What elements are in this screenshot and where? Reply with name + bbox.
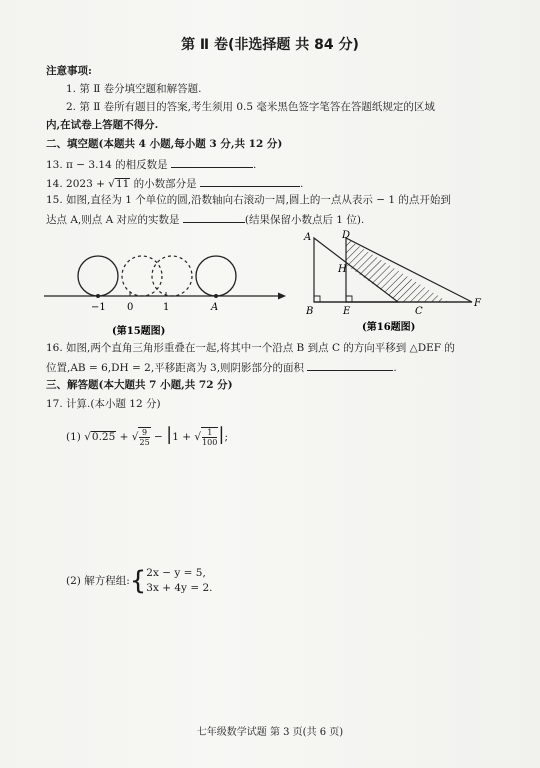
section2-heading: 二、填空题(本题共 4 小题,每小题 3 分,共 12 分)	[46, 138, 283, 150]
q17-p1-num1: 9	[139, 428, 149, 438]
q17-p1-den1: 25	[139, 437, 150, 447]
q17-eq1: 2x − y = 5,	[146, 567, 206, 579]
axis-label-0: 0	[127, 302, 134, 313]
q14-pre: 14. 2023 +	[46, 178, 109, 190]
label-c: C	[415, 306, 423, 317]
page-footer: 七年级数学试题 第 3 页(共 6 页)	[196, 727, 344, 738]
axis-label-1: 1	[163, 302, 170, 313]
page-title: 第 Ⅱ 卷(非选择题 共 84 分)	[181, 37, 359, 53]
q16-line1: 16. 如图,两个直角三角形重叠在一起,将其中一个沿点 B 到点 C 的方向平移到 △DEF 的	[46, 342, 455, 354]
q16-line2-text: 位置,AB = 6,DH = 2,平移距离为 3,则阴影部分的面积	[46, 362, 305, 374]
q17-p1-end: ;	[224, 431, 228, 443]
q16-line2: 位置,AB = 6,DH = 2,平移距离为 3,则阴影部分的面积 .	[46, 359, 397, 375]
q13-answer-blank	[171, 156, 253, 168]
number-line-arrow	[278, 293, 286, 300]
system-brace: {	[129, 566, 147, 596]
q15-line2-post: (结果保留小数点后 1 位).	[244, 214, 365, 226]
label-b: B	[306, 306, 314, 317]
q13-text: 13. π − 3.14 的相反数是	[46, 159, 168, 171]
q17-p1-den2: 100	[202, 437, 218, 447]
circle-rolling-2	[152, 256, 192, 296]
notes-item-2: 2. 第 Ⅱ 卷所有题目的答案,考生须用 0.5 毫米黑色签字笔答在答题纸规定的区域	[66, 101, 435, 113]
q14-post: 的小数部分是	[130, 178, 197, 190]
q15-line1: 15. 如图,直径为 1 个单位的圆,沿数轴向右滚动一周,圆上的一点从表示 − 1 的点开始到	[46, 194, 451, 206]
notes-item-2-cont: 内,在试卷上答题不得分.	[46, 119, 159, 131]
shaded-region	[346, 238, 448, 302]
notes-item-1: 1. 第 Ⅱ 卷分填空题和解答题.	[66, 83, 202, 95]
figure-15-caption: (第15题图)	[112, 326, 166, 337]
circle-start	[78, 256, 118, 296]
circle-rolling-1	[122, 256, 162, 296]
label-f: F	[474, 298, 481, 309]
figure-16	[300, 228, 490, 338]
q14-answer-blank	[200, 175, 300, 187]
q16-answer-blank	[307, 359, 393, 371]
right-angle-e	[346, 296, 352, 302]
label-h: H	[338, 264, 347, 275]
q17-part1: (1) √0.25 + √ $\frac{9}{25}$ − |1 + √ $\frac{1}{100}$ |;	[66, 424, 228, 447]
axis-label-minus-1: −1	[91, 302, 106, 313]
point-a	[214, 294, 218, 298]
label-d: D	[342, 230, 351, 241]
notes-heading: 注意事项:	[46, 65, 92, 77]
figure-15	[42, 244, 290, 344]
q15-line2	[46, 211, 364, 227]
question-13: 13. π − 3.14 的相反数是 .	[46, 156, 256, 172]
question-14: 14. 2023 + √11 的小数部分是 .	[46, 175, 303, 191]
label-e: E	[343, 306, 351, 317]
axis-label-a: A	[211, 302, 219, 313]
q17-p1-minus: −	[150, 431, 167, 443]
q17-eq2: 3x + 4y = 2.	[146, 582, 213, 594]
figure-16-caption: (第16题图)	[362, 322, 416, 333]
q17-p1-plus: +	[116, 431, 132, 443]
point-minus-one	[96, 294, 100, 298]
q14-radicand: 11	[115, 178, 130, 190]
q17-p1-label: (1)	[66, 431, 81, 443]
q17-part2	[66, 566, 212, 596]
q17-p1-radicand1: 0.25	[91, 431, 116, 443]
q17-p1-inner: 1 +	[172, 431, 195, 443]
circle-end	[196, 256, 236, 296]
q17-p1-num2: 1	[202, 428, 217, 438]
q15-answer-blank	[183, 211, 245, 223]
right-angle-b	[314, 296, 320, 302]
q17-p2-label: (2) 解方程组:	[66, 575, 130, 587]
q15-line2-pre: 达点 A,则点 A 对应的实数是	[46, 214, 180, 226]
q17-heading: 17. 计算.(本小题 12 分)	[46, 398, 161, 410]
section3-heading: 三、解答题(本大题共 7 小题,共 72 分)	[46, 379, 233, 391]
label-a: A	[304, 232, 312, 243]
